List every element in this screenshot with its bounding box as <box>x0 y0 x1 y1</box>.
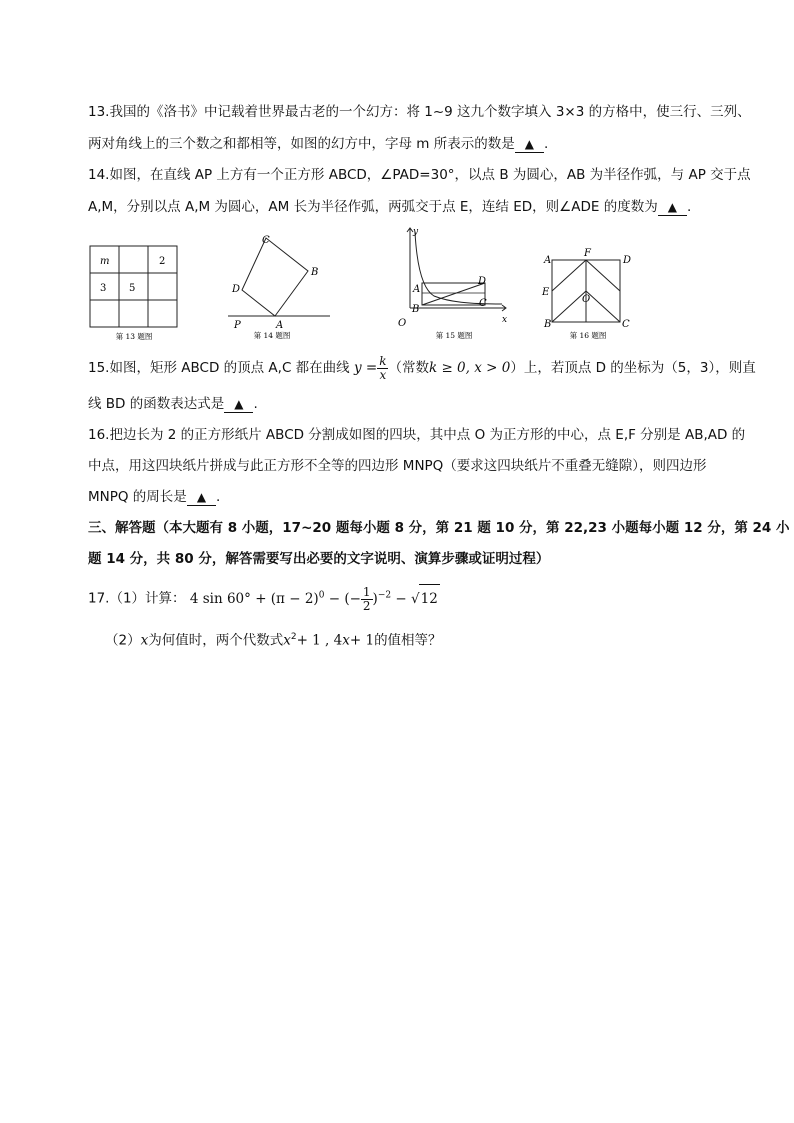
label-B: B <box>311 267 319 278</box>
q16-line3 <box>88 487 220 507</box>
label-A: A <box>413 284 421 295</box>
label-y: y <box>413 227 419 237</box>
label-D: D <box>623 255 632 266</box>
q14-line2 <box>88 197 691 217</box>
q17-part1 <box>88 581 440 613</box>
q15-line2 <box>88 394 258 414</box>
label-D: D <box>478 276 487 287</box>
q13-end: . <box>543 136 549 152</box>
figure-15-caption: 第 15 题图 <box>435 331 473 340</box>
label-B: B <box>544 319 552 330</box>
q15-eq-lhs: y = <box>353 360 378 376</box>
q15-frac-num: k <box>379 353 387 368</box>
q17-part2-text: 为何值时，两个代数式 <box>148 632 284 649</box>
q17-part1-label: 17.（1）计算： <box>88 590 186 607</box>
q15-frac-den: x <box>379 367 387 382</box>
q14-end: . <box>686 199 692 215</box>
q17-exp-zero: 0 <box>318 590 325 600</box>
figure-14-caption: 第 14 题图 <box>253 331 291 340</box>
q17-part2-tail: 的值相等？ <box>374 632 442 649</box>
q17-part2-expr2: x <box>342 632 350 649</box>
q17-expr-d: − <box>391 590 412 607</box>
figure-16-dissected-square <box>538 244 638 342</box>
q14-line2-text: A,M，分别以点 A,M 为圆心，AM 长为半径作弧，两弧交于点 E，连结 ED，则∠ADE 的度数为 <box>88 199 658 215</box>
q13-line1: 13.我国的《洛书》中记载着世界最古老的一个幻方：将 1~9 这九个数字填入 3×3 的方格中，使三行、三列、 <box>88 104 751 120</box>
label-B: B <box>412 304 420 315</box>
q17-part2-expr-end: + 1 <box>349 632 375 649</box>
label-C: C <box>262 235 270 246</box>
label-P: P <box>234 320 241 331</box>
q14-line1: 14.如图，在直线 AP 上方有一个正方形 ABCD，∠PAD=30°，以点 B 为圆心，AB 为半径作弧，与 AP 交于点 <box>88 167 751 183</box>
figure-13-caption: 第 13 题图 <box>115 332 153 341</box>
q17-fraction <box>361 586 373 613</box>
q17-part2-label: （2） <box>105 632 141 649</box>
q16-line3-text: MNPQ 的周长是 <box>88 489 187 505</box>
cell-3: 3 <box>100 283 107 294</box>
q16-answer-blank[interactable] <box>187 489 216 506</box>
q17-exp-neg2: −2 <box>377 590 392 600</box>
answer-mark: ▲ <box>234 397 244 411</box>
q17-frac-den: 2 <box>362 598 371 613</box>
q16-line2: 中点，用这四块纸片拼成与此正方形不全等的四边形 MNPQ（要求这四块纸片不重叠无缝隙），则四边形 <box>88 458 707 474</box>
q15-end: . <box>253 396 258 412</box>
q13-line2 <box>88 134 548 154</box>
q15-answer-blank[interactable] <box>224 396 253 413</box>
q14-answer-blank[interactable] <box>658 199 687 216</box>
section3-heading-line1: 三、解答题（本大题有 8 小题，17~20 题每小题 8 分，第 21 题 10 分，第 22,23 小题每小题 12 分，第 24 小 <box>88 520 790 536</box>
cell-m: m <box>100 256 110 267</box>
figure-16-caption: 第 16 题图 <box>569 331 607 340</box>
q15-line1-text-b: ）上，若顶点 D 的坐标为（5，3），则直 <box>510 360 756 376</box>
q15-condition: k ≥ 0, x > 0 <box>428 360 511 376</box>
cell-2: 2 <box>159 256 166 267</box>
figure-13-magic-square <box>88 244 180 342</box>
label-O: O <box>398 318 407 329</box>
label-O: O <box>582 294 591 305</box>
q15-cond-open: （常数 <box>388 360 429 376</box>
figure-15-hyperbola-rectangle <box>394 222 514 342</box>
q17-part2-square: 2 <box>290 632 297 642</box>
label-x: x <box>502 315 508 325</box>
q17-part2-expr-mid: + 1 , 4 <box>296 632 343 649</box>
q15-fraction <box>377 355 388 382</box>
label-F: F <box>584 248 591 259</box>
label-A: A <box>276 320 284 331</box>
q17-sqrt-symbol: √ <box>411 590 420 607</box>
q16-end: . <box>216 489 221 505</box>
q17-expr-a: 4 sin 60° + (π − 2) <box>189 590 319 607</box>
q15-line1 <box>88 354 756 382</box>
answer-mark: ▲ <box>524 137 534 151</box>
answer-mark: ▲ <box>667 200 677 214</box>
q17-expr-c: ) <box>372 590 378 607</box>
q17-expression <box>189 584 440 613</box>
label-C: C <box>622 319 630 330</box>
q15-line1-text-a: 15.如图，矩形 ABCD 的顶点 A,C 都在曲线 <box>88 360 350 376</box>
cell-5: 5 <box>129 283 136 294</box>
section3-heading-line2: 题 14 分，共 80 分，解答需要写出必要的文字说明、演算步骤或证明过程） <box>88 551 550 567</box>
label-C: C <box>479 298 487 309</box>
q15-line2-text: 线 BD 的函数表达式是 <box>88 396 225 412</box>
q17-part2-x: x <box>140 632 149 649</box>
figure-14-square-on-line <box>226 232 336 342</box>
label-E: E <box>542 287 550 298</box>
q16-line1: 16.把边长为 2 的正方形纸片 ABCD 分割成如图的四块，其中点 O 为正方形的中心，点 E,F 分别是 AB,AD 的 <box>88 427 746 443</box>
q13-answer-blank[interactable] <box>515 136 544 153</box>
q17-frac-num: 1 <box>362 584 371 599</box>
label-D: D <box>232 284 241 295</box>
q17-part2-expr1: x <box>283 632 291 649</box>
label-A: A <box>544 255 552 266</box>
q17-part2 <box>105 627 442 651</box>
answer-mark: ▲ <box>196 490 207 504</box>
q13-line2-text: 两对角线上的三个数之和都相等，如图的幻方中，字母 m 所表示的数是 <box>88 136 515 152</box>
q17-sqrt-arg: 12 <box>419 584 440 613</box>
q17-expr-b: − (− <box>324 590 361 607</box>
